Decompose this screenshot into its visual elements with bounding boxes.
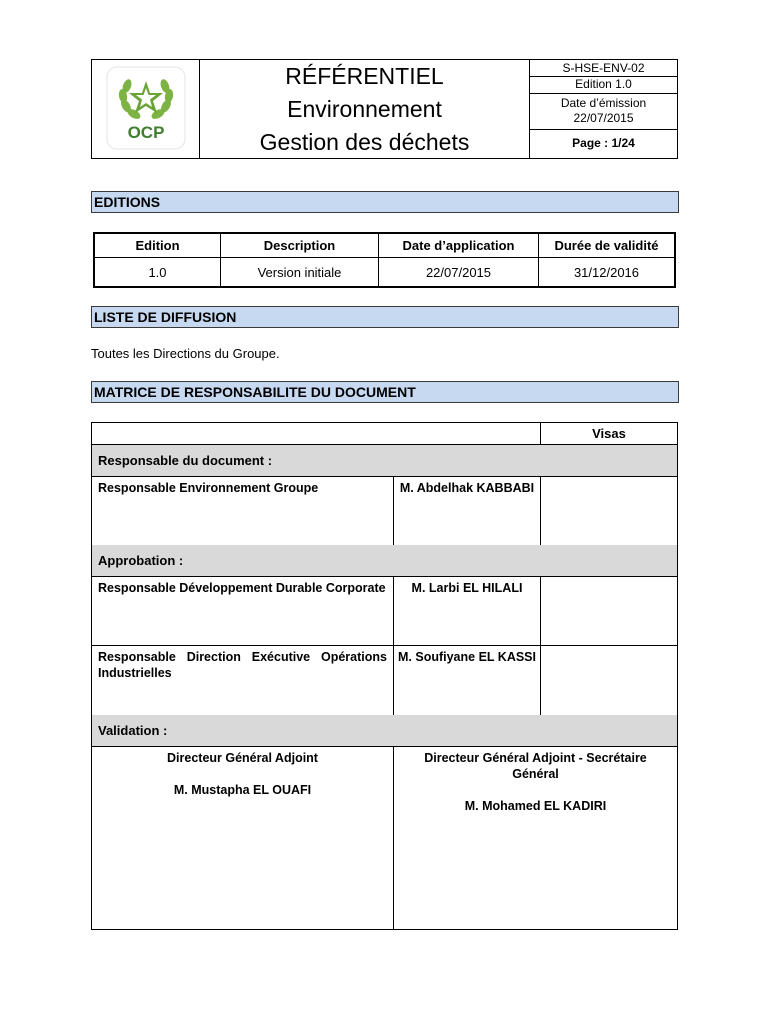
responsable-name: M. Abdelhak KABBABI xyxy=(399,481,535,495)
title-line-3: Gestion des déchets xyxy=(259,128,470,155)
document-header xyxy=(91,59,678,159)
document-meta xyxy=(530,60,677,158)
responsable-label: Responsable du document : xyxy=(92,445,677,476)
doc-page-text: Page : 1/24 xyxy=(572,136,635,150)
responsibility-matrix xyxy=(91,422,678,930)
section-diffusion: LISTE DE DIFFUSION xyxy=(91,306,679,328)
approbation-1-role: Responsable Développement Durable Corporate xyxy=(98,581,386,595)
title-line-2: Environnement xyxy=(287,95,442,122)
title-line-1: RÉFÉRENTIEL xyxy=(285,62,444,89)
validation-2 xyxy=(394,750,677,814)
validation-label: Validation : xyxy=(92,715,677,746)
validation-1-title: Directeur Général Adjoint xyxy=(167,751,318,765)
cell-duree-validite: 31/12/2016 xyxy=(573,264,640,280)
validation-2-name: M. Mohamed EL KADIRI xyxy=(464,799,607,813)
validation-1-name: M. Mustapha EL OUAFI xyxy=(173,783,312,797)
approbation-2-role-line1 xyxy=(98,649,387,665)
validation-1 xyxy=(92,750,393,798)
doc-edition xyxy=(530,76,677,94)
section-editions: EDITIONS xyxy=(91,191,679,213)
word-2: Direction xyxy=(186,650,241,664)
editions-table xyxy=(93,232,676,288)
validation-2-title-line1: Directeur Général Adjoint - Secrétaire xyxy=(424,751,647,765)
doc-edition-text: Edition 1.0 xyxy=(575,77,632,91)
svg-text:OCP: OCP xyxy=(127,123,165,142)
word-4: Opérations xyxy=(321,650,387,664)
doc-date-label: Date d’émission xyxy=(560,96,647,110)
approbation-label: Approbation : xyxy=(92,545,677,576)
cell-date-application: 22/07/2015 xyxy=(379,258,539,286)
document-title xyxy=(200,60,530,158)
cell-description: Version initiale xyxy=(221,258,379,286)
doc-page xyxy=(530,129,677,158)
diffusion-text: Toutes les Directions du Groupe. xyxy=(91,346,280,361)
word-3: Exécutive xyxy=(251,650,311,664)
validation-2-title-line2: Général xyxy=(512,767,559,781)
col-description: Description xyxy=(221,234,379,258)
visas-header: Visas xyxy=(592,426,626,441)
approbation-2-role xyxy=(98,649,387,681)
word-1: Responsable xyxy=(98,650,176,664)
approbation-2-role-line2: Industrielles xyxy=(98,666,172,680)
col-duree-validite: Durée de validité xyxy=(539,234,674,258)
cell-edition: 1.0 xyxy=(95,258,221,286)
col-edition: Edition xyxy=(95,234,221,258)
doc-date-value: 22/07/2015 xyxy=(573,111,634,125)
doc-date xyxy=(530,93,677,130)
ocp-logo xyxy=(106,66,186,150)
responsable-role: Responsable Environnement Groupe xyxy=(98,481,319,495)
doc-code xyxy=(530,60,677,77)
approbation-1-name: M. Larbi EL HILALI xyxy=(411,581,523,595)
logo-cell xyxy=(92,60,200,158)
doc-code-text: S-HSE-ENV-02 xyxy=(562,60,645,75)
col-date-application: Date d’application xyxy=(379,234,539,258)
section-matrix: MATRICE DE RESPONSABILITE DU DOCUMENT xyxy=(91,381,679,403)
approbation-2-name: M. Soufiyane EL KASSI xyxy=(398,650,536,664)
